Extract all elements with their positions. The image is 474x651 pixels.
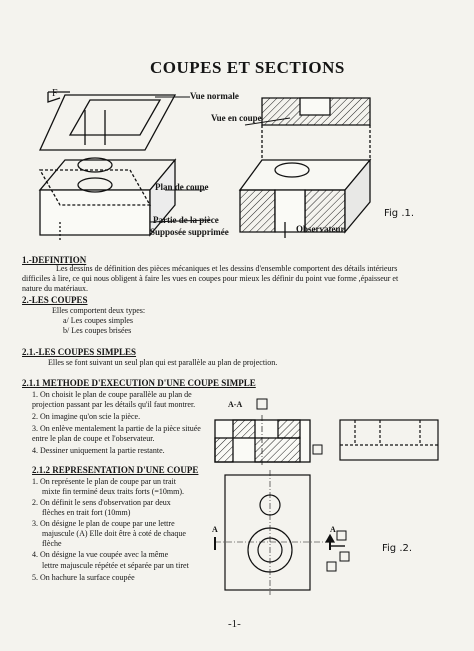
fig2-caption: Fig .2. xyxy=(382,543,413,554)
coupes-simples-text: Elles se font suivant un seul plan qui est parallèle au plan de projection. xyxy=(48,358,278,367)
representation-line: lettre majuscule répétée et séparée par un tiret xyxy=(42,561,189,570)
fig2-letter-left: A xyxy=(212,525,218,534)
representation-line: flèche xyxy=(42,539,62,548)
fig2-letter-right: A xyxy=(330,525,336,534)
les-coupes-item-b: b/ Les coupes brisées xyxy=(63,326,132,335)
representation-line: 1. On représente le plan de coupe par un trait xyxy=(32,477,176,486)
fig1-label-partie-piece: Partie de la pièce xyxy=(153,215,219,225)
les-coupes-intro: Elles comportent deux types: xyxy=(52,306,146,315)
fig2-section-view xyxy=(215,415,310,467)
representation-heading: 2.1.2 REPRESENTATION D'UNE COUPE xyxy=(32,465,199,475)
representation-line: mixte fin terminé deux traits forts (=10mm). xyxy=(42,487,185,496)
fig1-label-vue-normale: Vue normale xyxy=(190,91,239,101)
fig1-caption: Fig .1. xyxy=(384,208,415,219)
fig2-section-label: A-A xyxy=(228,400,243,409)
methode-heading: 2.1.1 METHODE D'EXECUTION D'UNE COUPE SIMPLE xyxy=(22,378,256,388)
methode-line: 4. Dessiner uniquement la partie restante. xyxy=(32,446,165,455)
fig1-label-plan-de-coupe: Plan de coupe xyxy=(155,182,209,192)
coupes-simples-heading: 2.1.-LES COUPES SIMPLES xyxy=(22,347,137,357)
representation-line: 3. On désigne le plan de coupe par une lettre xyxy=(32,519,175,528)
les-coupes-heading: 2.-LES COUPES xyxy=(22,295,88,305)
methode-line: 1. On choisit le plan de coupe parallèle au plan de xyxy=(32,390,192,399)
fig1-label-supposee-supprimee: Supposée supprimée xyxy=(150,227,229,237)
methode-line: 3. On enlève mentalement la partie de la pièce située xyxy=(32,424,201,433)
les-coupes-item-a: a/ Les coupes simples xyxy=(63,316,133,325)
methode-line: 2. On imagine qu'on scie la pièce. xyxy=(32,412,141,421)
fig2-top-view xyxy=(215,470,345,595)
methode-line: projection passant par les détails qu'il faut montrer. xyxy=(32,400,196,409)
representation-line: flèches en trait fort (10mm) xyxy=(42,508,131,517)
fig1-f-label: F xyxy=(52,88,58,99)
page-number: -1- xyxy=(228,618,241,630)
representation-line: majuscule (A) Elle doit être à coté de chaque xyxy=(42,529,186,538)
definition-heading: 1.-DEFINITION xyxy=(22,255,87,265)
methode-line: entre le plan de coupe et l'observateur. xyxy=(32,434,155,443)
representation-line: 4. On désigne la vue coupée avec la même xyxy=(32,550,169,559)
definition-text: Les dessins de définition des pièces mécaniques et les dessins d'ensemble comportent des détails intérieurs difficiles à lire, ce qui nous obligent à faire les vues en coupes pour mieux les définir du point vue forme ,épaisseur et nature du matériaux. xyxy=(22,264,399,293)
fig1-label-observateur: Observateur xyxy=(296,224,345,234)
representation-line: 2. On définit le sens d'observation par deux xyxy=(32,498,171,507)
representation-line: 5. On hachure la surface coupée xyxy=(32,573,135,582)
fig1-label-vue-en-coupe: Vue en coupe xyxy=(211,113,262,123)
fig2-side-view xyxy=(340,420,438,460)
page-title: COUPES ET SECTIONS xyxy=(150,58,345,77)
